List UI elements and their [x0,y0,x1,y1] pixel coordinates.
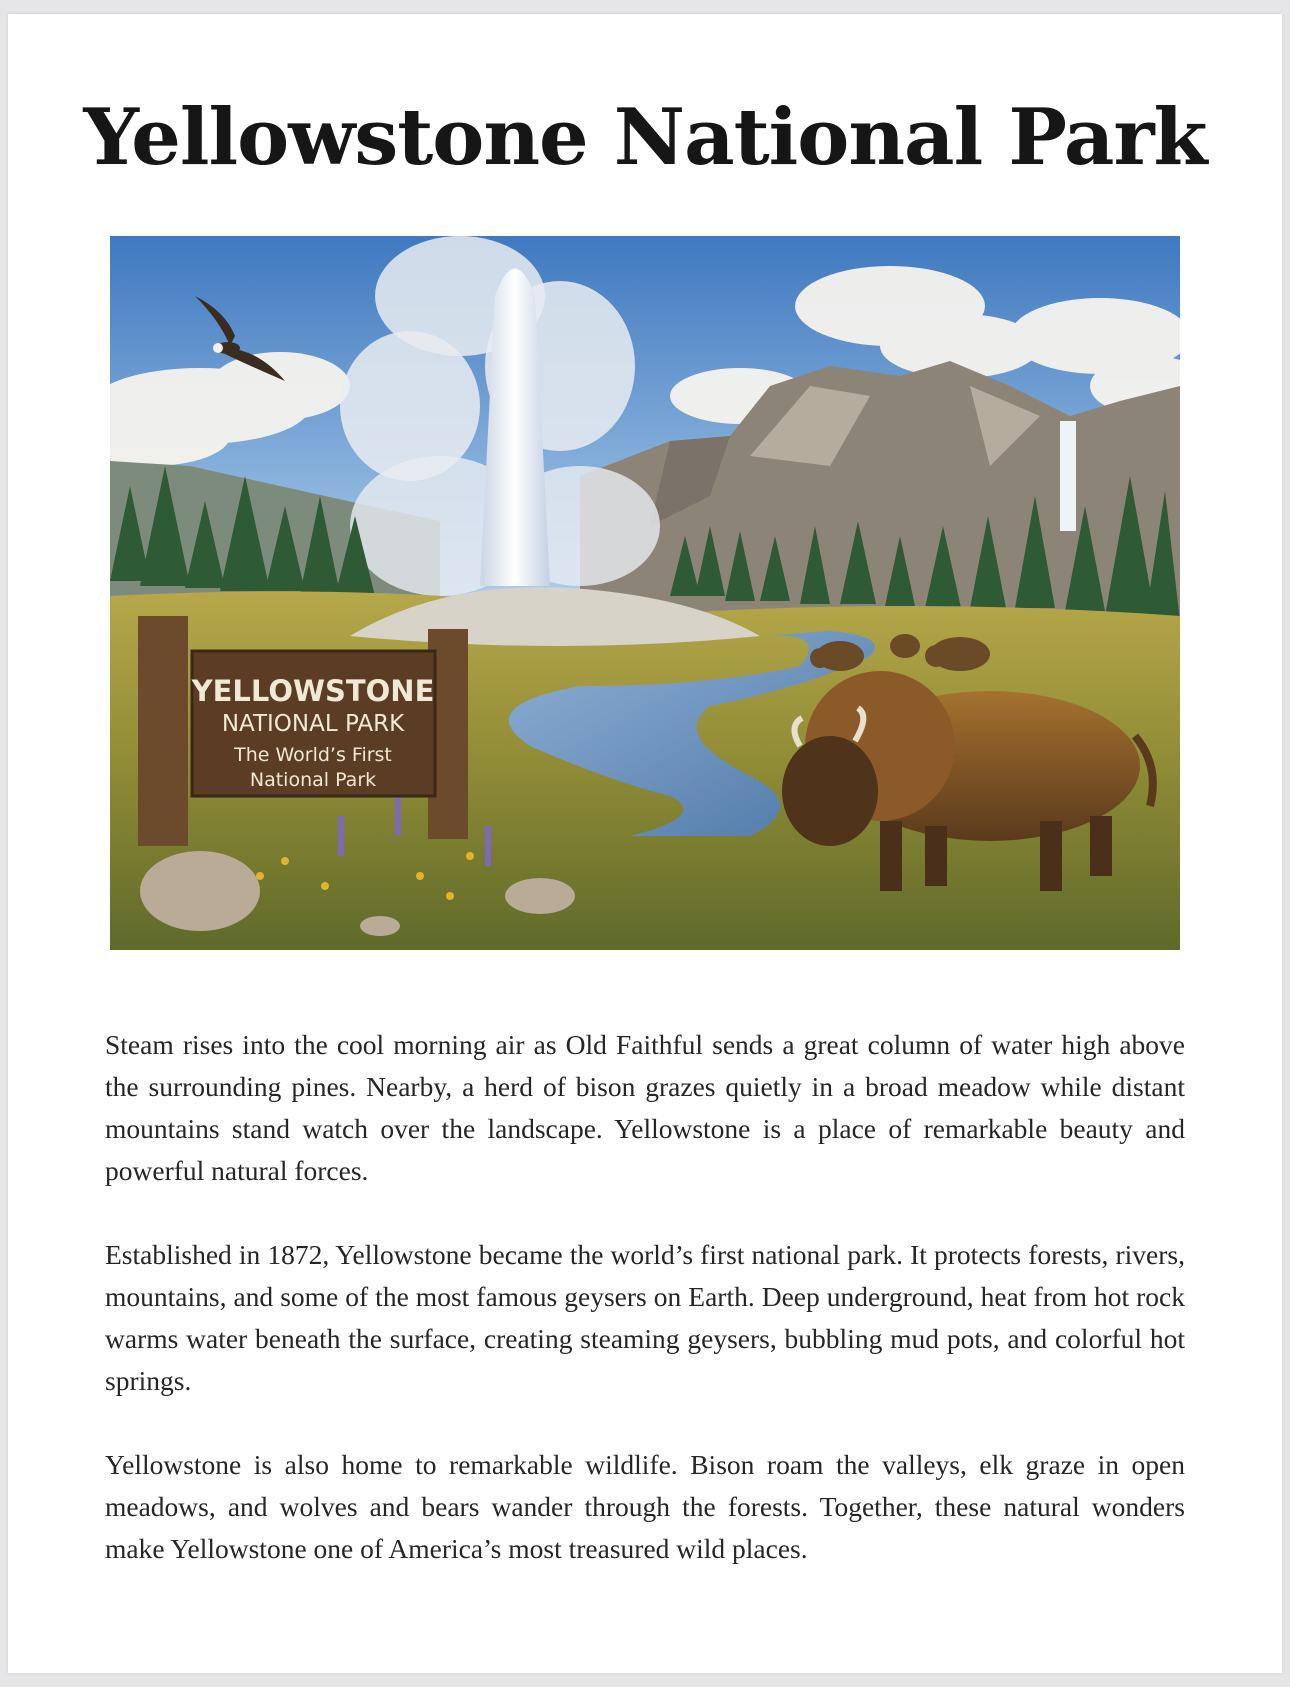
paragraph-3: Yellowstone is also home to remarkable wildlife. Bison roam the valleys, elk graze in open meadows, and wolves and bears wander through the forests. Together, these natural wonders make Yellowstone one of America’s most treasured wild places. [105,1449,1185,1564]
sign-line-3: The World’s First [234,744,392,766]
park-sign [191,651,435,796]
paragraph-2: Established in 1872, Yellowstone became the world’s first national park. It protects forests, rivers, mountains, and some of the most famous geysers on Earth. Deep underground, heat from hot rock warms water beneath the surface, creating steaming geysers, bubbling mud pots, and colorful hot springs. [105,1239,1185,1396]
sign-line-1: YELLOWSTONE [191,674,435,708]
paragraph-1: Steam rises into the cool morning air as Old Faithful sends a great column of water high above the surrounding pines. Nearby, a herd of bison grazes quietly in a broad meadow while distant mountains stand watch over the landscape. Yellowstone is a place of remarkable beauty and powerful natural forces. [105,1029,1185,1186]
page-title: Yellowstone National Park [83,92,1207,183]
document-page [8,14,1282,1673]
sign-post-left [138,616,188,846]
waterfall [1060,421,1076,531]
article-body [105,1024,1185,1612]
illustration-geyser-landscape [110,236,1180,950]
sign-line-4: National Park [249,769,377,791]
sign-line-2: NATIONAL PARK [221,711,405,737]
